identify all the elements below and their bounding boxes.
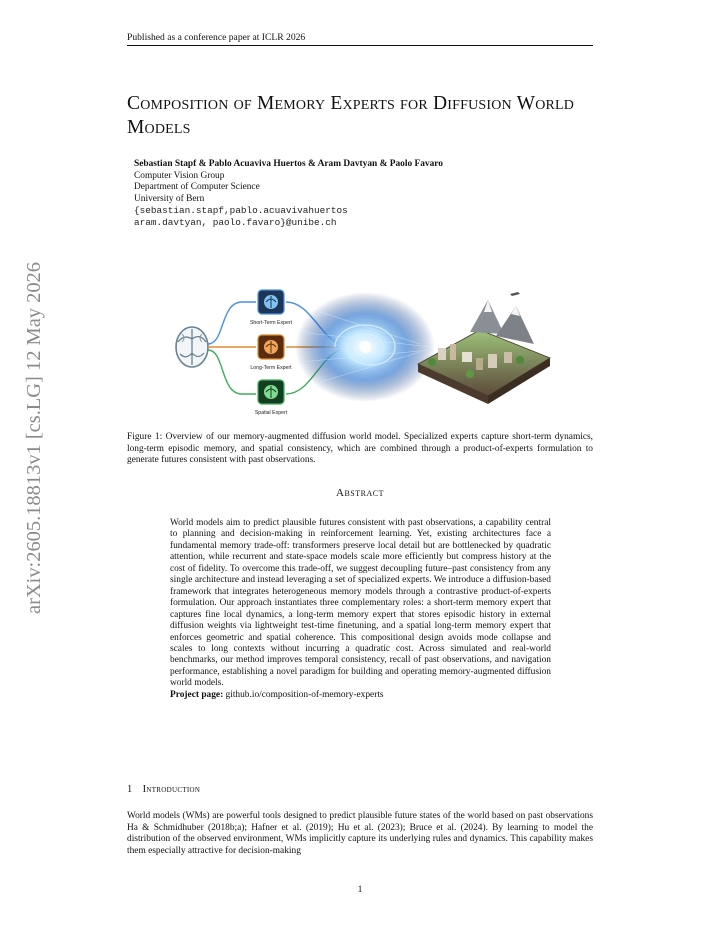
- figure-1: [170, 272, 552, 422]
- author-names: Sebastian Stapf & Pablo Acuaviva Huertos & Aram Davtyan & Paolo Favaro: [134, 159, 443, 169]
- short-term-expert-icon: [258, 290, 284, 314]
- vortex-icon: [295, 292, 435, 402]
- page-number: 1: [357, 884, 363, 895]
- world-scene-icon: [418, 292, 550, 404]
- short-term-expert-label: Short-Term Expert: [249, 320, 293, 326]
- section-number: 1: [127, 784, 133, 795]
- project-page-link[interactable]: github.io/composition-of-memory-experts: [225, 689, 384, 700]
- long-term-expert-label: Long-Term Expert: [250, 365, 292, 371]
- paper-title: Composition of Memory Experts for Diffusion World Models: [127, 93, 575, 138]
- long-term-expert-icon: [258, 335, 284, 359]
- brain-icon: [176, 327, 208, 367]
- affiliation-line: Computer Vision Group: [134, 170, 225, 181]
- figure-caption: Figure 1: Overview of our memory-augmented diffusion world model. Specialized experts capture short-term dynamics, long-term episodic memory, and spatial consistency, which are combined through a product-of-experts formulation to generate futures consistent with past observations.: [127, 432, 593, 466]
- section-heading-introduction: [127, 784, 200, 795]
- running-header: Published as a conference paper at ICLR 2026: [127, 32, 306, 43]
- author-block: [134, 159, 443, 229]
- abstract-heading: Abstract: [336, 487, 384, 499]
- header-rule: [127, 45, 593, 46]
- section-title: Introduction: [142, 784, 201, 795]
- project-page-label: Project page:: [170, 689, 224, 700]
- abstract-text: World models aim to predict plausible futures consistent with past observations, a capability central to planning and decision-making in reinforcement learning. Yet, existing architectures face a fundamental memory trade-off: transformers preserve local detail but are bottlenecked by quadratic attention, while recurrent and state-space models scale more efficiently but compress history at the cost of fidelity. To overcome this trade-off, we suggest decoupling future–past consistency from any single architecture and instead leveraging a set of specialized experts. We introduce a diffusion-based framework that integrates heterogeneous memory models through a contrastive product-of-experts formulation. Our approach instantiates three complementary roles: a short-term memory expert that captures fine local dynamics, a long-term memory expert that stores episodic history in external diffusion weights via lightweight test-time finetuning, and a spatial long-term memory expert that enforces geometric and spatial coherence. This compositional design avoids mode collapse and scales to long contexts without incurring a quadratic cost. Across simulated and real-world benchmarks, our method improves temporal consistency, recall of past observations, and navigation performance, establishing a novel paradigm for building and operating memory-augmented diffusion world models.: [170, 518, 551, 689]
- spatial-expert-icon: [258, 380, 284, 404]
- arxiv-sidebar: [22, 260, 46, 620]
- spatial-expert-label: Spatial Expert: [254, 410, 288, 416]
- affiliation-line: University of Bern: [134, 193, 205, 204]
- email-line: aram.davtyan, paolo.favaro}@unibe.ch: [134, 216, 337, 228]
- abstract-body: [170, 518, 551, 701]
- arxiv-id: arXiv:2605.18813v1 [cs.LG] 12 May 2026: [24, 278, 45, 614]
- introduction-body: World models (WMs) are powerful tools designed to predict plausible future states of the world based on past observations Ha & Schmidhuber (2018b;a); Hafner et al. (2019); Hu et al. (2023); Bruce et al. (2024). By learning to model the distribution of the observed environment, WMs implicitly capture its underlying rules and dynamics. This capability makes them especially attractive for decision-making: [127, 811, 593, 856]
- email-line: {sebastian.stapf,pablo.acuavivahuertos: [134, 205, 348, 217]
- affiliation-line: Department of Computer Science: [134, 182, 260, 193]
